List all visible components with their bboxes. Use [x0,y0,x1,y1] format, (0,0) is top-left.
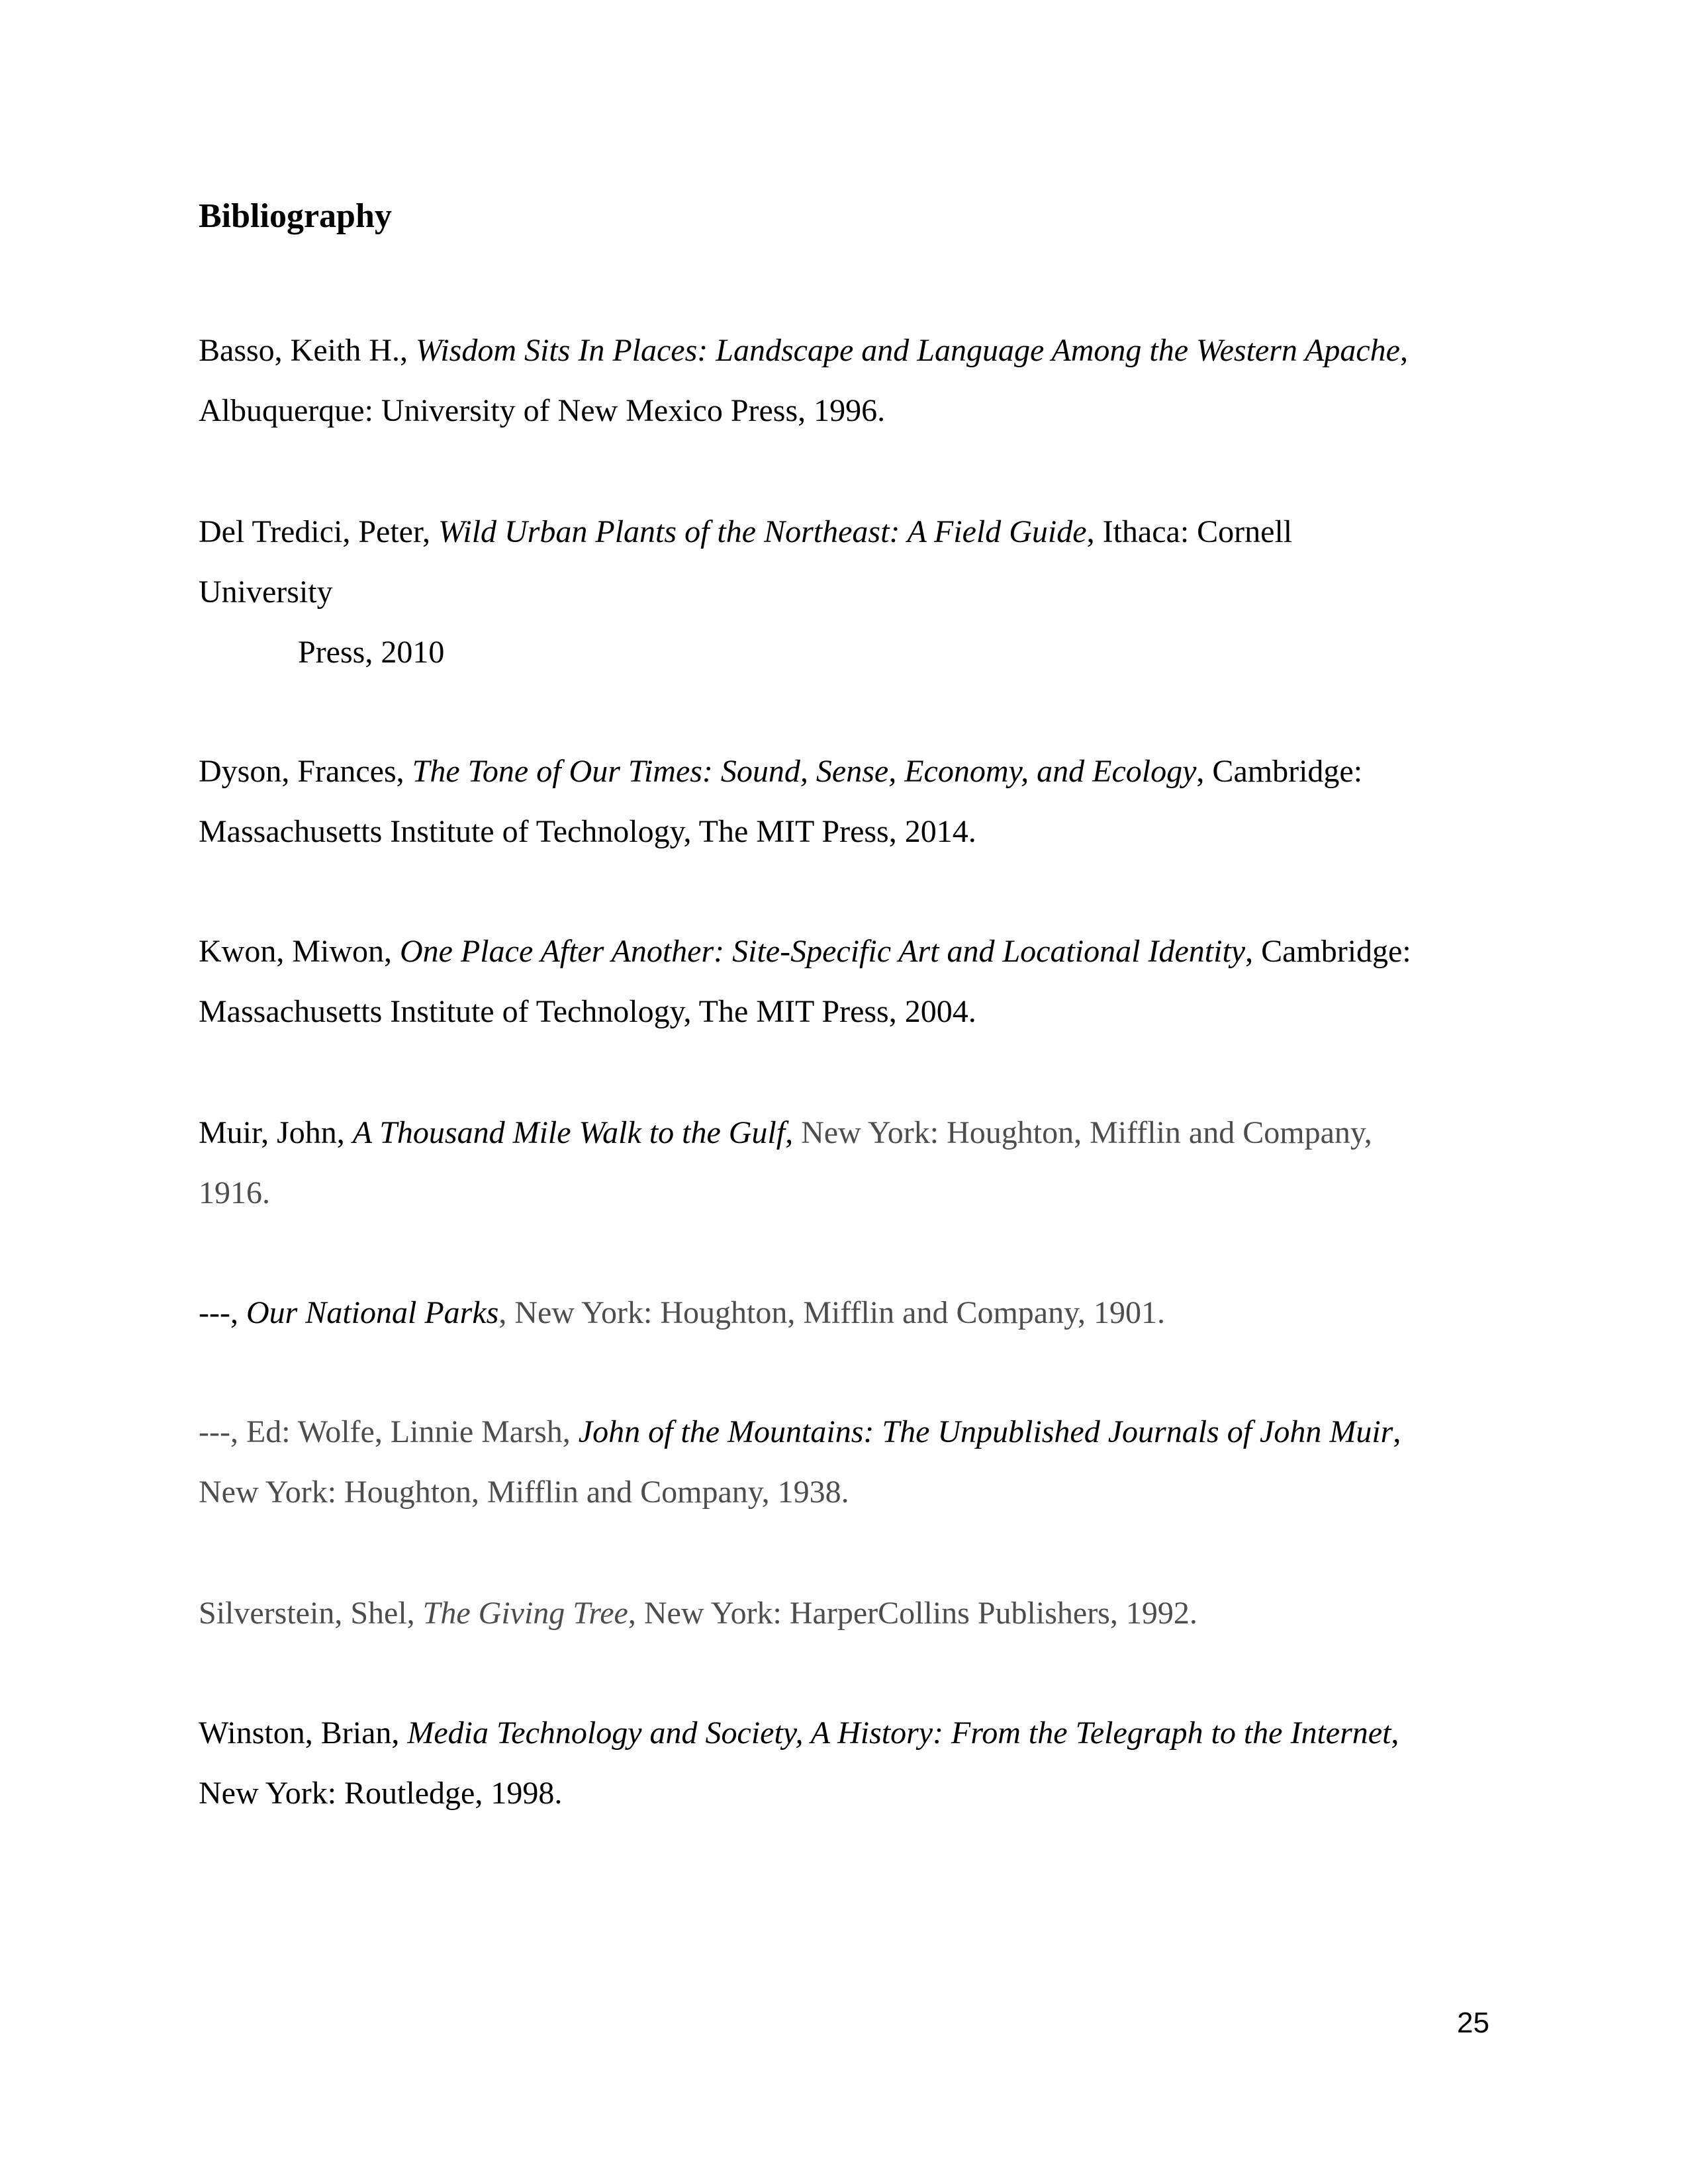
entry-continuation: Massachusetts Institute of Technology, The MIT Press, 2014. [199,814,976,849]
bibliography-entry [199,1583,1589,1643]
entry-first-line [199,320,1589,381]
bibliography-entry [199,921,1589,1042]
entry-after-title: , New York: HarperCollins Publishers, 1992. [628,1596,1197,1631]
entry-first-line [199,921,1589,981]
entry-title: John of the Mountains: The Unpublished Journals of John Muir [578,1414,1393,1449]
entry-first-line [199,502,1489,562]
entry-first-line [199,741,1589,801]
entry-title: One Place After Another: Site-Specific Art and Locational Identity [400,934,1246,969]
page-number: 25 [1457,2007,1489,2039]
entry-second-line: University [199,574,333,610]
entry-continuation: New York: Routledge, 1998. [199,1776,563,1811]
entry-title: Wild Urban Plants of the Northeast: A Field Guide [438,514,1087,549]
entry-continuation: Albuquerque: University of New Mexico Press, 1996. [199,393,886,428]
bibliography-entry [199,320,1589,441]
entry-after-title: , Cambridge: [1196,754,1363,789]
entry-author: Dyson, Frances, [199,754,412,789]
entry-title: Our National Parks [246,1295,499,1330]
bibliography-entry [199,1103,1589,1223]
entry-first-line [199,1703,1589,1763]
bibliography-entry [199,502,1489,682]
bibliography-entry [199,1402,1589,1522]
entry-after-title: , [1393,1414,1401,1449]
entry-first-line [199,1402,1589,1462]
entry-author: ---, Ed: Wolfe, Linnie Marsh, [199,1414,579,1449]
page-title: Bibliography [199,197,392,235]
entry-author: ---, [199,1295,246,1330]
entry-after-title: , [1391,1715,1399,1751]
bibliography-entry [199,741,1589,862]
entry-author: Muir, John, [199,1115,353,1150]
entry-author: Del Tredici, Peter, [199,514,439,549]
bibliography-entry [199,1283,1589,1343]
bibliography-entry [199,1703,1589,1823]
entry-first-line [199,1103,1589,1163]
entry-continuation: 1916. [199,1175,270,1210]
entry-after-title: , Cambridge: [1245,934,1411,969]
entry-after-title: New York: Houghton, Mifflin and Company, [793,1115,1372,1150]
entry-continuation: Massachusetts Institute of Technology, The MIT Press, 2004. [199,994,976,1029]
entry-after-title: , Ithaca: Cornell [1086,514,1293,549]
entry-title: The Giving Tree [422,1596,628,1631]
entry-first-line [199,1283,1589,1343]
entry-author: Kwon, Miwon, [199,934,400,969]
entry-author: Basso, Keith H., [199,333,416,368]
entry-author: Winston, Brian, [199,1715,408,1751]
entry-author: Silverstein, Shel, [199,1596,423,1631]
entry-title: A Thousand Mile Walk to the Gulf, [352,1115,794,1150]
entry-continuation: Press, 2010 [298,635,445,670]
entry-title: Wisdom Sits In Places: Landscape and Language Among the Western Apache [415,333,1400,368]
entry-after-title: , New York: Houghton, Mifflin and Company, 1901. [498,1295,1165,1330]
entry-title: Media Technology and Society, A History: From the Telegraph to the Internet [407,1715,1391,1751]
entry-after-title: , [1399,333,1408,368]
entry-title: The Tone of Our Times: Sound, Sense, Economy, and Ecology [412,754,1197,789]
entry-continuation: New York: Houghton, Mifflin and Company, 1938. [199,1475,849,1510]
entry-first-line [199,1583,1589,1643]
